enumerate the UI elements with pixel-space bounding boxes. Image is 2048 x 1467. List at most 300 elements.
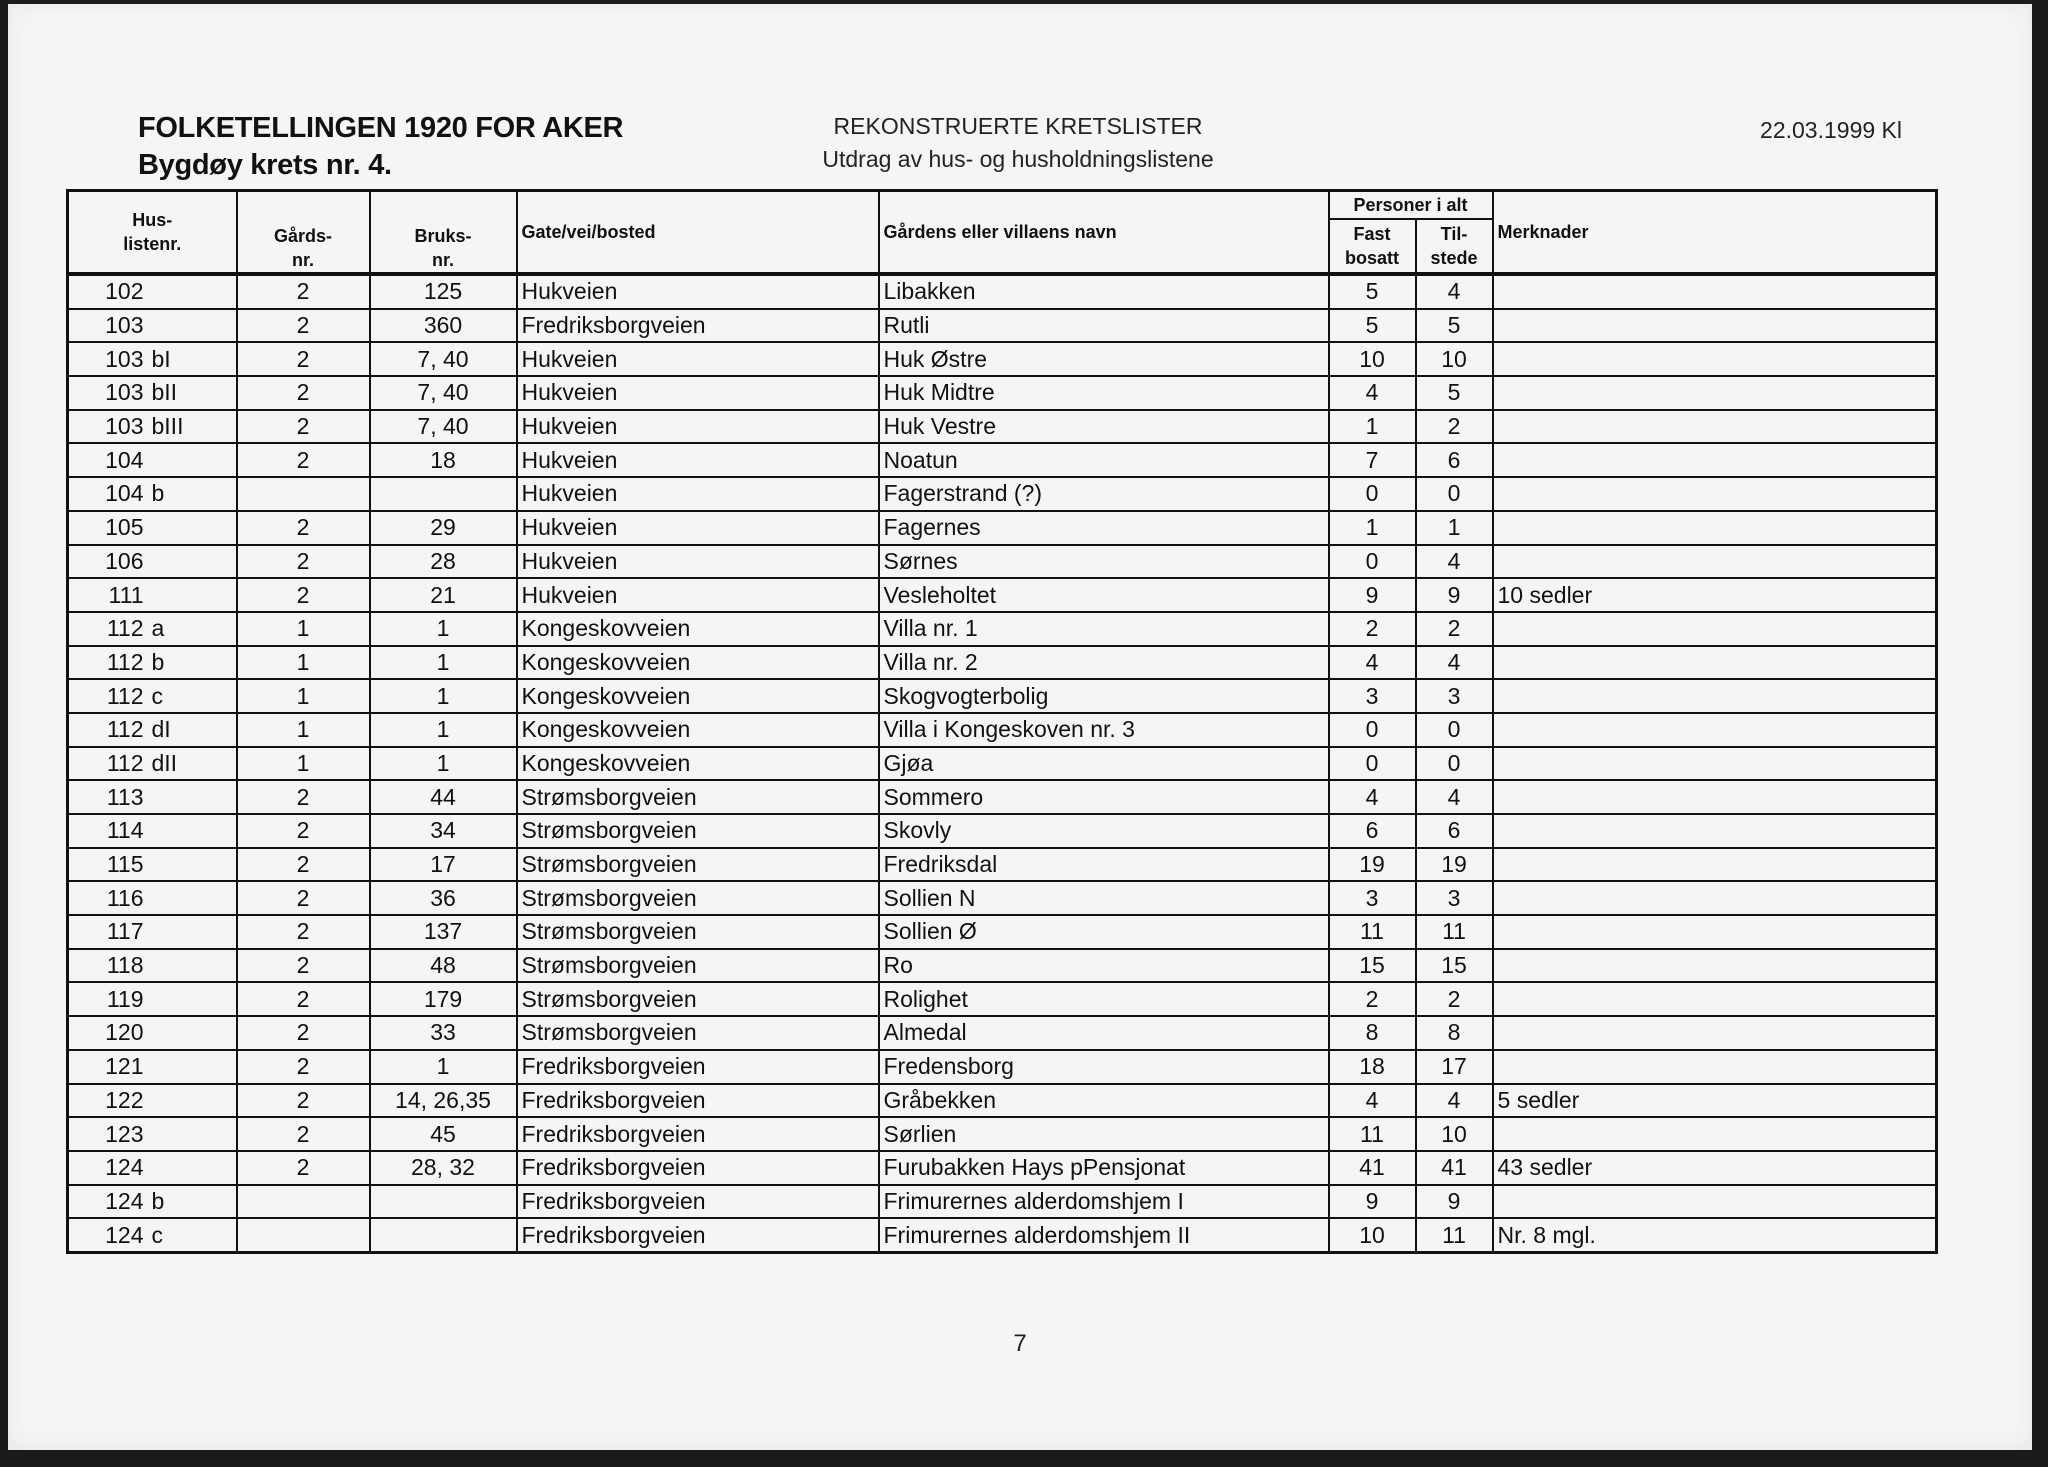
- cell-fast-bosatt: 11: [1329, 915, 1416, 949]
- cell-gards-nr: 1: [237, 713, 370, 747]
- cell-hus-nr: 122: [68, 1084, 148, 1118]
- table-row: [68, 679, 1937, 713]
- cell-hus-suffix: bIII: [148, 410, 237, 444]
- cell-navn: Gjøa: [879, 747, 1329, 781]
- cell-gards-nr: [237, 1218, 370, 1252]
- cell-hus-suffix: c: [148, 679, 237, 713]
- cell-hus-nr: 124: [68, 1218, 148, 1252]
- table-row: [68, 881, 1937, 915]
- cell-hus-nr: 112: [68, 679, 148, 713]
- header-center: [768, 113, 1268, 173]
- cell-hus-nr: 111: [68, 578, 148, 612]
- cell-hus-nr: 113: [68, 780, 148, 814]
- cell-bruks-nr: 29: [370, 511, 517, 545]
- cell-fast-bosatt: 10: [1329, 342, 1416, 376]
- cell-hus-suffix: [148, 545, 237, 579]
- cell-gate: Hukveien: [517, 545, 879, 579]
- cell-bruks-nr: 7, 40: [370, 342, 517, 376]
- cell-navn: Noatun: [879, 443, 1329, 477]
- cell-fast-bosatt: 0: [1329, 477, 1416, 511]
- cell-hus-suffix: bI: [148, 342, 237, 376]
- table-row: [68, 915, 1937, 949]
- cell-til-stede: 1: [1416, 511, 1493, 545]
- cell-gate: Hukveien: [517, 477, 879, 511]
- cell-bruks-nr: 18: [370, 443, 517, 477]
- document-subtitle: Bygdøy krets nr. 4.: [138, 149, 392, 181]
- cell-hus-suffix: [148, 915, 237, 949]
- cell-til-stede: 4: [1416, 1084, 1493, 1118]
- cell-til-stede: 15: [1416, 949, 1493, 983]
- cell-gards-nr: 2: [237, 545, 370, 579]
- cell-bruks-nr: 137: [370, 915, 517, 949]
- cell-merknader: 43 sedler: [1493, 1151, 1937, 1185]
- cell-merknader: [1493, 511, 1937, 545]
- cell-navn: Villa nr. 2: [879, 646, 1329, 680]
- cell-hus-suffix: b: [148, 1185, 237, 1219]
- cell-merknader: [1493, 1185, 1937, 1219]
- cell-hus-suffix: [148, 1151, 237, 1185]
- cell-fast-bosatt: 5: [1329, 309, 1416, 343]
- cell-fast-bosatt: 1: [1329, 410, 1416, 444]
- cell-fast-bosatt: 4: [1329, 376, 1416, 410]
- col-header-personer: Personer i alt: [1329, 191, 1493, 220]
- cell-bruks-nr: 28: [370, 545, 517, 579]
- cell-hus-suffix: [148, 1016, 237, 1050]
- cell-gards-nr: 2: [237, 578, 370, 612]
- table-row: [68, 949, 1937, 983]
- table-row: [68, 309, 1937, 343]
- cell-merknader: Nr. 8 mgl.: [1493, 1218, 1937, 1252]
- table-row: [68, 1185, 1937, 1219]
- cell-fast-bosatt: 4: [1329, 780, 1416, 814]
- cell-navn: Huk Vestre: [879, 410, 1329, 444]
- cell-navn: Fredriksdal: [879, 848, 1329, 882]
- table-row: [68, 1117, 1937, 1151]
- cell-merknader: [1493, 814, 1937, 848]
- cell-hus-suffix: [148, 274, 237, 309]
- cell-gate: Fredriksborgveien: [517, 1218, 879, 1252]
- table-row: [68, 646, 1937, 680]
- cell-gards-nr: 2: [237, 949, 370, 983]
- col-header-bruks-l1: Bruks-: [414, 226, 472, 246]
- cell-hus-suffix: [148, 780, 237, 814]
- cell-hus-suffix: [148, 814, 237, 848]
- col-header-gate: Gate/vei/bosted: [517, 191, 879, 275]
- cell-til-stede: 0: [1416, 747, 1493, 781]
- cell-gate: Strømsborgveien: [517, 881, 879, 915]
- cell-bruks-nr: 1: [370, 1050, 517, 1084]
- cell-navn: Gråbekken: [879, 1084, 1329, 1118]
- cell-fast-bosatt: 0: [1329, 713, 1416, 747]
- cell-hus-suffix: c: [148, 1218, 237, 1252]
- cell-til-stede: 4: [1416, 780, 1493, 814]
- cell-bruks-nr: 14, 26,35: [370, 1084, 517, 1118]
- cell-gate: Fredriksborgveien: [517, 309, 879, 343]
- cell-gate: Fredriksborgveien: [517, 1050, 879, 1084]
- cell-bruks-nr: [370, 477, 517, 511]
- cell-fast-bosatt: 0: [1329, 747, 1416, 781]
- cell-fast-bosatt: 0: [1329, 545, 1416, 579]
- cell-til-stede: 9: [1416, 1185, 1493, 1219]
- cell-gards-nr: 1: [237, 747, 370, 781]
- cell-gards-nr: [237, 1185, 370, 1219]
- cell-hus-nr: 104: [68, 477, 148, 511]
- cell-navn: Libakken: [879, 274, 1329, 309]
- cell-merknader: [1493, 780, 1937, 814]
- cell-bruks-nr: 360: [370, 309, 517, 343]
- cell-navn: Frimurernes alderdomshjem I: [879, 1185, 1329, 1219]
- table-row: [68, 443, 1937, 477]
- cell-merknader: [1493, 1016, 1937, 1050]
- cell-fast-bosatt: 2: [1329, 982, 1416, 1016]
- cell-merknader: [1493, 679, 1937, 713]
- cell-til-stede: 5: [1416, 376, 1493, 410]
- cell-hus-nr: 102: [68, 274, 148, 309]
- cell-fast-bosatt: 41: [1329, 1151, 1416, 1185]
- cell-til-stede: 8: [1416, 1016, 1493, 1050]
- cell-gate: Fredriksborgveien: [517, 1185, 879, 1219]
- cell-bruks-nr: 44: [370, 780, 517, 814]
- cell-gate: Strømsborgveien: [517, 949, 879, 983]
- cell-gate: Kongeskovveien: [517, 713, 879, 747]
- cell-gards-nr: 2: [237, 410, 370, 444]
- cell-hus-nr: 118: [68, 949, 148, 983]
- cell-bruks-nr: [370, 1185, 517, 1219]
- table-row: [68, 612, 1937, 646]
- cell-gards-nr: 2: [237, 1117, 370, 1151]
- cell-fast-bosatt: 2: [1329, 612, 1416, 646]
- cell-gate: Strømsborgveien: [517, 982, 879, 1016]
- cell-navn: Huk Midtre: [879, 376, 1329, 410]
- cell-fast-bosatt: 4: [1329, 646, 1416, 680]
- table-row: [68, 1218, 1937, 1252]
- cell-gards-nr: 2: [237, 511, 370, 545]
- table-row: [68, 1151, 1937, 1185]
- cell-merknader: [1493, 309, 1937, 343]
- table-row: [68, 814, 1937, 848]
- cell-fast-bosatt: 6: [1329, 814, 1416, 848]
- cell-navn: Fagerstrand (?): [879, 477, 1329, 511]
- cell-hus-nr: 123: [68, 1117, 148, 1151]
- cell-navn: Almedal: [879, 1016, 1329, 1050]
- table-row: [68, 1084, 1937, 1118]
- cell-navn: Sollien N: [879, 881, 1329, 915]
- cell-fast-bosatt: 3: [1329, 881, 1416, 915]
- table-row: [68, 578, 1937, 612]
- table-body: [68, 274, 1937, 1252]
- cell-til-stede: 10: [1416, 342, 1493, 376]
- col-header-hus-l1: Hus-: [132, 210, 173, 230]
- cell-navn: Villa i Kongeskoven nr. 3: [879, 713, 1329, 747]
- cell-gate: Strømsborgveien: [517, 848, 879, 882]
- cell-gate: Hukveien: [517, 274, 879, 309]
- col-header-gards: [237, 191, 370, 275]
- cell-fast-bosatt: 19: [1329, 848, 1416, 882]
- cell-gards-nr: 1: [237, 646, 370, 680]
- cell-gate: Hukveien: [517, 410, 879, 444]
- col-header-til: [1416, 219, 1493, 274]
- col-header-hus-l2: listenr.: [123, 234, 182, 254]
- cell-til-stede: 4: [1416, 545, 1493, 579]
- cell-merknader: [1493, 274, 1937, 309]
- cell-gards-nr: [237, 477, 370, 511]
- census-table: [66, 189, 1938, 1254]
- cell-til-stede: 11: [1416, 1218, 1493, 1252]
- cell-navn: Furubakken Hays pPensjonat: [879, 1151, 1329, 1185]
- cell-gards-nr: 2: [237, 915, 370, 949]
- col-header-merknader: Merknader: [1493, 191, 1937, 275]
- cell-hus-nr: 124: [68, 1185, 148, 1219]
- cell-bruks-nr: 48: [370, 949, 517, 983]
- cell-gards-nr: 1: [237, 612, 370, 646]
- cell-merknader: [1493, 342, 1937, 376]
- table-row: [68, 511, 1937, 545]
- cell-gate: Kongeskovveien: [517, 612, 879, 646]
- cell-hus-nr: 124: [68, 1151, 148, 1185]
- cell-merknader: [1493, 376, 1937, 410]
- cell-bruks-nr: 1: [370, 679, 517, 713]
- cell-hus-nr: 112: [68, 713, 148, 747]
- cell-bruks-nr: 36: [370, 881, 517, 915]
- cell-til-stede: 6: [1416, 443, 1493, 477]
- cell-gate: Fredriksborgveien: [517, 1151, 879, 1185]
- cell-bruks-nr: 1: [370, 747, 517, 781]
- cell-gards-nr: 2: [237, 982, 370, 1016]
- cell-bruks-nr: 17: [370, 848, 517, 882]
- cell-til-stede: 6: [1416, 814, 1493, 848]
- cell-navn: Sørlien: [879, 1117, 1329, 1151]
- cell-navn: Skogvogterbolig: [879, 679, 1329, 713]
- cell-fast-bosatt: 9: [1329, 578, 1416, 612]
- cell-til-stede: 2: [1416, 410, 1493, 444]
- table-header: [68, 191, 1937, 275]
- cell-hus-nr: 106: [68, 545, 148, 579]
- cell-hus-suffix: b: [148, 477, 237, 511]
- cell-gards-nr: 2: [237, 1050, 370, 1084]
- table-row: [68, 1016, 1937, 1050]
- cell-navn: Sørnes: [879, 545, 1329, 579]
- col-header-bruks-l2: nr.: [431, 250, 454, 270]
- cell-hus-nr: 112: [68, 747, 148, 781]
- cell-til-stede: 4: [1416, 274, 1493, 309]
- cell-merknader: [1493, 410, 1937, 444]
- document-title: FOLKETELLINGEN 1920 FOR AKER: [138, 112, 624, 144]
- table-row: [68, 376, 1937, 410]
- cell-gards-nr: 2: [237, 780, 370, 814]
- cell-navn: Huk Østre: [879, 342, 1329, 376]
- cell-navn: Sollien Ø: [879, 915, 1329, 949]
- cell-hus-suffix: [148, 309, 237, 343]
- cell-gards-nr: 2: [237, 443, 370, 477]
- cell-hus-suffix: [148, 511, 237, 545]
- cell-til-stede: 3: [1416, 881, 1493, 915]
- cell-bruks-nr: 45: [370, 1117, 517, 1151]
- cell-gate: Strømsborgveien: [517, 814, 879, 848]
- cell-merknader: 5 sedler: [1493, 1084, 1937, 1118]
- cell-navn: Villa nr. 1: [879, 612, 1329, 646]
- cell-merknader: [1493, 545, 1937, 579]
- cell-hus-suffix: bII: [148, 376, 237, 410]
- cell-gards-nr: 2: [237, 376, 370, 410]
- cell-bruks-nr: 179: [370, 982, 517, 1016]
- cell-hus-nr: 104: [68, 443, 148, 477]
- cell-gate: Hukveien: [517, 342, 879, 376]
- cell-bruks-nr: 1: [370, 713, 517, 747]
- cell-hus-suffix: [148, 578, 237, 612]
- table-row: [68, 780, 1937, 814]
- cell-fast-bosatt: 3: [1329, 679, 1416, 713]
- cell-gate: Kongeskovveien: [517, 747, 879, 781]
- cell-fast-bosatt: 9: [1329, 1185, 1416, 1219]
- cell-hus-suffix: a: [148, 612, 237, 646]
- cell-gate: Hukveien: [517, 578, 879, 612]
- cell-gards-nr: 2: [237, 1084, 370, 1118]
- cell-fast-bosatt: 7: [1329, 443, 1416, 477]
- cell-hus-suffix: [148, 982, 237, 1016]
- col-header-fast-l1: Fast: [1353, 224, 1391, 244]
- cell-gate: Hukveien: [517, 376, 879, 410]
- cell-til-stede: 41: [1416, 1151, 1493, 1185]
- cell-bruks-nr: 33: [370, 1016, 517, 1050]
- cell-merknader: 10 sedler: [1493, 578, 1937, 612]
- table-row: [68, 545, 1937, 579]
- cell-hus-nr: 115: [68, 848, 148, 882]
- cell-navn: Rutli: [879, 309, 1329, 343]
- cell-hus-nr: 112: [68, 646, 148, 680]
- cell-gards-nr: 2: [237, 814, 370, 848]
- cell-merknader: [1493, 982, 1937, 1016]
- cell-gards-nr: 2: [237, 848, 370, 882]
- cell-hus-suffix: [148, 1117, 237, 1151]
- cell-til-stede: 17: [1416, 1050, 1493, 1084]
- cell-til-stede: 3: [1416, 679, 1493, 713]
- table-row: [68, 982, 1937, 1016]
- cell-hus-suffix: [148, 848, 237, 882]
- col-header-gards-l2: nr.: [291, 250, 314, 270]
- cell-bruks-nr: 1: [370, 612, 517, 646]
- header-date: 22.03.1999 Kl: [1760, 117, 1902, 143]
- col-header-navn: Gårdens eller villaens navn: [879, 191, 1329, 275]
- header-left: [138, 112, 623, 182]
- cell-hus-nr: 105: [68, 511, 148, 545]
- cell-fast-bosatt: 8: [1329, 1016, 1416, 1050]
- cell-hus-nr: 103: [68, 376, 148, 410]
- cell-hus-suffix: [148, 881, 237, 915]
- cell-merknader: [1493, 881, 1937, 915]
- cell-hus-nr: 112: [68, 612, 148, 646]
- col-header-fast: [1329, 219, 1416, 274]
- cell-gate: Strømsborgveien: [517, 780, 879, 814]
- cell-gate: Fredriksborgveien: [517, 1117, 879, 1151]
- cell-hus-nr: 114: [68, 814, 148, 848]
- cell-hus-nr: 121: [68, 1050, 148, 1084]
- table-row: [68, 747, 1937, 781]
- cell-til-stede: 0: [1416, 477, 1493, 511]
- page-number: 7: [1013, 1330, 1027, 1357]
- col-header-bruks: [370, 191, 517, 275]
- table-row: [68, 713, 1937, 747]
- table-row: [68, 274, 1937, 309]
- table-row: [68, 477, 1937, 511]
- cell-navn: Skovly: [879, 814, 1329, 848]
- col-header-til-l1: Til-: [1440, 224, 1468, 244]
- cell-merknader: [1493, 612, 1937, 646]
- cell-til-stede: 2: [1416, 982, 1493, 1016]
- cell-gate: Kongeskovveien: [517, 646, 879, 680]
- header-center-line2: Utdrag av hus- og husholdningslistene: [822, 146, 1214, 172]
- table-row: [68, 342, 1937, 376]
- cell-hus-nr: 103: [68, 342, 148, 376]
- cell-gards-nr: 1: [237, 679, 370, 713]
- cell-til-stede: 5: [1416, 309, 1493, 343]
- cell-til-stede: 9: [1416, 578, 1493, 612]
- cell-merknader: [1493, 443, 1937, 477]
- cell-hus-suffix: [148, 1084, 237, 1118]
- cell-gate: Strømsborgveien: [517, 1016, 879, 1050]
- cell-navn: Ro: [879, 949, 1329, 983]
- cell-bruks-nr: 7, 40: [370, 376, 517, 410]
- cell-fast-bosatt: 11: [1329, 1117, 1416, 1151]
- cell-hus-nr: 116: [68, 881, 148, 915]
- cell-navn: Fagernes: [879, 511, 1329, 545]
- cell-fast-bosatt: 4: [1329, 1084, 1416, 1118]
- cell-gards-nr: 2: [237, 309, 370, 343]
- cell-til-stede: 0: [1416, 713, 1493, 747]
- cell-merknader: [1493, 915, 1937, 949]
- cell-merknader: [1493, 477, 1937, 511]
- cell-hus-nr: 119: [68, 982, 148, 1016]
- cell-merknader: [1493, 1117, 1937, 1151]
- cell-til-stede: 19: [1416, 848, 1493, 882]
- col-header-fast-l2: bosatt: [1345, 248, 1399, 268]
- cell-bruks-nr: 34: [370, 814, 517, 848]
- cell-bruks-nr: 7, 40: [370, 410, 517, 444]
- cell-gate: Kongeskovveien: [517, 679, 879, 713]
- cell-hus-suffix: dI: [148, 713, 237, 747]
- cell-til-stede: 2: [1416, 612, 1493, 646]
- cell-fast-bosatt: 15: [1329, 949, 1416, 983]
- cell-gards-nr: 2: [237, 342, 370, 376]
- cell-gate: Fredriksborgveien: [517, 1084, 879, 1118]
- cell-hus-suffix: [148, 443, 237, 477]
- cell-fast-bosatt: 5: [1329, 274, 1416, 309]
- cell-bruks-nr: 28, 32: [370, 1151, 517, 1185]
- cell-fast-bosatt: 18: [1329, 1050, 1416, 1084]
- header-center-line1: REKONSTRUERTE KRETSLISTER: [833, 113, 1203, 139]
- cell-navn: Sommero: [879, 780, 1329, 814]
- cell-merknader: [1493, 1050, 1937, 1084]
- cell-fast-bosatt: 10: [1329, 1218, 1416, 1252]
- cell-gate: Strømsborgveien: [517, 915, 879, 949]
- cell-gate: Hukveien: [517, 443, 879, 477]
- cell-merknader: [1493, 949, 1937, 983]
- cell-bruks-nr: 21: [370, 578, 517, 612]
- cell-hus-nr: 103: [68, 309, 148, 343]
- cell-hus-suffix: [148, 949, 237, 983]
- cell-navn: Rolighet: [879, 982, 1329, 1016]
- cell-til-stede: 11: [1416, 915, 1493, 949]
- cell-bruks-nr: 125: [370, 274, 517, 309]
- col-header-hus: [68, 191, 237, 275]
- cell-til-stede: 10: [1416, 1117, 1493, 1151]
- cell-gards-nr: 2: [237, 274, 370, 309]
- cell-hus-suffix: b: [148, 646, 237, 680]
- cell-merknader: [1493, 747, 1937, 781]
- col-header-gards-l1: Gårds-: [273, 226, 333, 246]
- cell-navn: Frimurernes alderdomshjem II: [879, 1218, 1329, 1252]
- table-row: [68, 410, 1937, 444]
- cell-til-stede: 4: [1416, 646, 1493, 680]
